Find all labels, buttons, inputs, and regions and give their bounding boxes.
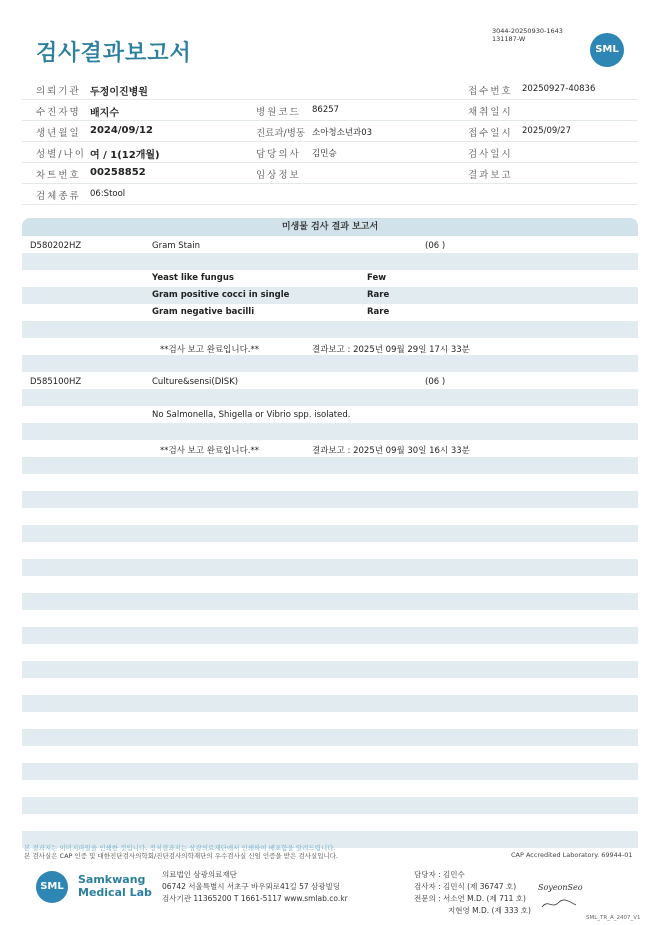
table-stripe (22, 627, 638, 644)
specimen-value: 06:Stool (90, 189, 126, 199)
culture-result: No Salmonella, Shigella or Vibrio spp. isolated. (152, 410, 351, 420)
table-stripe (22, 559, 638, 576)
header-row-6: 검체종류 06:Stool (22, 184, 638, 205)
birth-value: 2024/09/12 (90, 125, 153, 136)
finding-name: Gram positive cocci in single (152, 290, 290, 300)
report-time: 결과보고 : 2025년 09월 29일 17시 33분 (312, 345, 470, 355)
table-stripe (22, 287, 638, 304)
document-number: 3044-20250930-1643 131187-W (492, 27, 563, 43)
header-row-3: 생년월일 2024/09/12 진료과/병동 소아청소년과03 접수일시 2025/09/27 (22, 121, 638, 142)
chart-value: 00258852 (90, 167, 146, 178)
table-stripe (22, 355, 638, 372)
institution-value: 두정이진병원 (90, 87, 148, 98)
receipt-no-value: 20250927-40836 (522, 84, 596, 94)
patient-value: 배지수 (90, 108, 119, 119)
staff-info: 담당자 : 김민수 검사자 : 김민식 (제 36747 호) 전문의 : 서소연 M.D. (제 711 호) 지현영 M.D. (제 333 호) (414, 870, 531, 915)
finding-value: Few (367, 273, 387, 283)
report-time: 결과보고 : 2025년 09월 30일 16시 33분 (312, 446, 470, 456)
header-row-2: 수진자명 배지수 병원코드 86257 채취일시 (22, 100, 638, 121)
finding-name: Yeast like fungus (152, 273, 234, 283)
signature-scribble (540, 897, 580, 911)
table-stripe (22, 389, 638, 406)
receipt-date-value: 2025/09/27 (522, 126, 571, 136)
page-title: 검사결과보고서 (36, 41, 192, 66)
test2-specimen: (06 ) (425, 377, 446, 387)
table-stripe (22, 695, 638, 712)
table-stripe (22, 593, 638, 610)
finding-name: Gram negative bacilli (152, 307, 255, 317)
dept-value: 소아청소년과03 (312, 128, 373, 138)
table-stripe (22, 253, 638, 270)
test1-specimen: (06 ) (425, 241, 446, 251)
sml-logo: SML (590, 33, 624, 67)
doctor-value: 김민승 (312, 149, 337, 159)
table-stripe (22, 729, 638, 746)
form-code: SML_TR_A_2407_V1 (586, 915, 641, 921)
header-row-5: 차트번호 00258852 임상정보 결과보고 (22, 163, 638, 184)
table-stripe (22, 491, 638, 508)
test1-code: D580202HZ (30, 241, 82, 251)
table-stripe (22, 457, 638, 474)
certification-note: 본 검사실은 CAP 인증 및 대한진단검사의학회/진단검사의학재단의 우수검사실 신임 인증을 받은 검사실입니다. (24, 852, 339, 860)
header-row-1: 의뢰기관 두정이진병원 접수번호 20250927-40836 (22, 79, 638, 100)
brand-name: Samkwang Medical Lab (78, 873, 152, 899)
report-complete-note: **검사 보고 완료입니다.** (160, 446, 260, 456)
table-stripe (22, 423, 638, 440)
section-title: 미생물 검사 결과 보고서 (22, 218, 638, 236)
table-stripe (22, 321, 638, 338)
report-complete-note: **검사 보고 완료입니다.** (160, 345, 260, 355)
table-stripe (22, 797, 638, 814)
sml-logo: SML (36, 871, 68, 903)
header-row-4: 성별/나이 여 / 1(12개월) 담당의사 김민승 검사일시 (22, 142, 638, 163)
test2-code: D585100HZ (30, 377, 82, 387)
table-stripe (22, 661, 638, 678)
org-info: 의료법인 삼광의료재단 06742 서울특별시 서초구 바우뫼로41길 57 삼광빌딩 검사기관 11365200 T 1661-5117 www.smlab.co.kr (162, 870, 348, 903)
signature: SoyeonSeo (538, 883, 583, 892)
hospital-code-value: 86257 (312, 105, 340, 115)
test2-name: Culture&sensi(DISK) (152, 377, 239, 387)
table-stripe (22, 525, 638, 542)
sex-age-value: 여 / 1(12개월) (90, 150, 160, 161)
cap-accreditation: CAP Accredited Laboratory. 69944-01 (511, 851, 633, 859)
test1-name: Gram Stain (152, 241, 200, 251)
finding-value: Rare (367, 307, 390, 317)
table-stripe (22, 763, 638, 780)
disclaimer-note: 본 결과지는 이미지파일을 인쇄한 것입니다. 정식결과지는 삼광의료재단에서 인쇄하여 배포함을 알려드립니다. (24, 844, 336, 852)
finding-value: Rare (367, 290, 390, 300)
